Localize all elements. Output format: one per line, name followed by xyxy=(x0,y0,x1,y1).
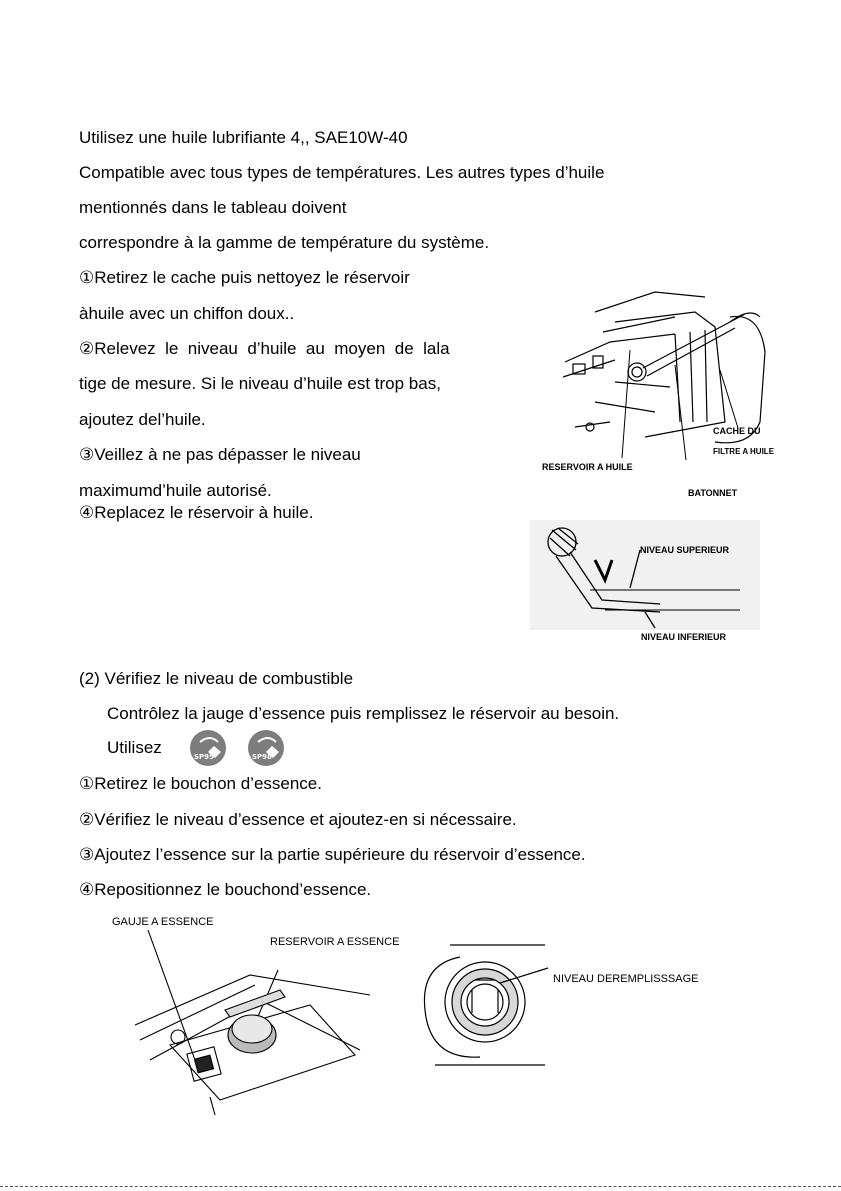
oil-line-1: Utilisez une huile lubrifiante 4,, SAE10W-40 xyxy=(79,128,408,147)
page-bottom-divider xyxy=(0,1186,841,1187)
label-batonnet: BATONNET xyxy=(688,488,738,498)
fuel-step-1: ①Retirez le bouchon d’essence. xyxy=(79,774,322,793)
oil-step-2-cont: tige de mesure. Si le niveau d’huile est trop bas, xyxy=(79,374,441,393)
sp95-text: SP95 xyxy=(194,753,214,761)
fuel-tank-illustration xyxy=(130,925,380,1115)
oil-step-1: ①Retirez le cache puis nettoyez le réservoir xyxy=(79,268,410,287)
oil-line-2: Compatible avec tous types de températures. Les autres types d’huile xyxy=(79,163,605,182)
oil-step-3: ③Veillez à ne pas dépasser le niveau xyxy=(79,445,361,464)
dipstick-illustration xyxy=(530,520,760,630)
label-cache-du: CACHE DU xyxy=(713,426,761,436)
sp98-text: SP98 xyxy=(252,753,272,761)
fuel-heading: (2) Vérifiez le niveau de combustible xyxy=(79,669,354,688)
oil-step-4: ④Replacez le réservoir à huile. xyxy=(79,503,314,522)
filler-neck-illustration xyxy=(420,935,560,1075)
sp98-fuel-badge-icon xyxy=(246,728,286,768)
label-filtre-a-huile: FILTRE A HUILE xyxy=(713,447,775,456)
label-reservoir-a-huile: RESERVOIR A HUILE xyxy=(542,462,633,472)
oil-line-3: mentionnés dans le tableau doivent xyxy=(79,198,347,217)
fuel-step-3: ③Ajoutez l’essence sur la partie supérieure du réservoir d’essence. xyxy=(79,845,586,864)
sp95-fuel-badge-icon xyxy=(188,728,228,768)
label-niveau-inferieur: NIVEAU INFERIEUR xyxy=(641,632,727,642)
fuel-step-4: ④Repositionnez le bouchond’essence. xyxy=(79,880,372,899)
label-fuel-tank: RESERVOIR A ESSENCE xyxy=(270,936,400,948)
oil-step-2: ②Relevez le niveau d’huile au moyen de lala xyxy=(79,339,450,358)
fuel-intro: Contrôlez la jauge d’essence puis remplissez le réservoir au besoin. xyxy=(107,704,620,723)
label-niveau-superieur: NIVEAU SUPERIEUR xyxy=(640,545,730,555)
label-gauge: GAUJE A ESSENCE xyxy=(112,916,214,928)
oil-step-2-end: ajoutez del’huile. xyxy=(79,410,206,429)
label-fill-level: NIVEAU DEREMPLISSSAGE xyxy=(553,973,699,985)
oil-step-1-cont: àhuile avec un chiffon doux.. xyxy=(79,304,295,323)
fuel-utilisez: Utilisez xyxy=(107,738,162,757)
oil-step-3-cont: maximumd’huile autorisé. xyxy=(79,481,272,500)
oil-line-4: correspondre à la gamme de température du système. xyxy=(79,233,490,252)
fuel-step-2: ②Vérifiez le niveau d’essence et ajoutez-en si nécessaire. xyxy=(79,810,517,829)
